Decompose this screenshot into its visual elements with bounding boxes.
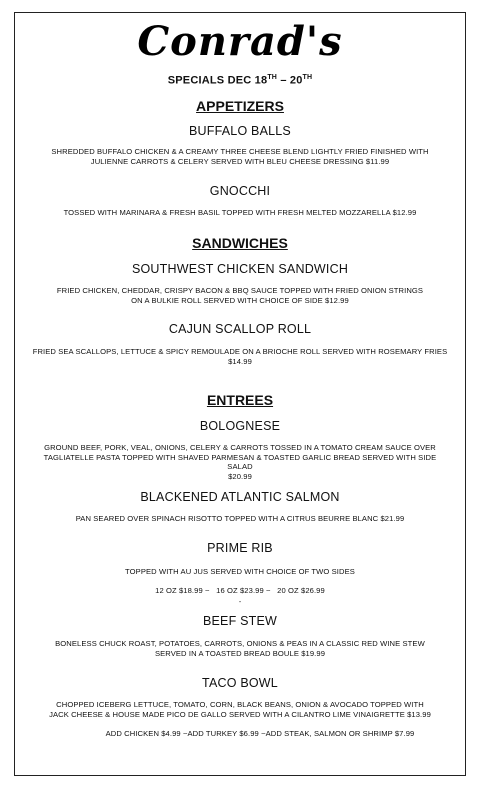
item-title-gnocchi: GNOCCHI xyxy=(209,184,271,198)
specials-middle: – 20 xyxy=(277,74,303,87)
item-desc-cajun-scallop xyxy=(30,347,450,366)
item-title-bolognese: BOLOGNESE xyxy=(199,419,281,433)
section-appetizers: APPETIZERS xyxy=(196,98,284,114)
desc-line: TAGLIATELLE PASTA TOPPED WITH SHAVED PARMESAN & TOASTED GARLIC BREAD SERVED WITH SIDE SALAD xyxy=(43,452,437,472)
item-desc-gnocchi xyxy=(30,208,450,218)
desc-line: FRIED SEA SCALLOPS, LETTUCE & SPICY REMOULADE ON A BRIOCHE ROLL SERVED WITH ROSEMARY FRIES xyxy=(32,347,448,356)
desc-line: CHOPPED ICEBERG LETTUCE, TOMATO, CORN, BLACK BEANS, ONION & AVOCADO TOPPED WITH xyxy=(56,700,424,709)
desc-line: JACK CHEESE & HOUSE MADE PICO DE GALLO SERVED WITH A CILANTRO LIME VINAIGRETTE $13.99 xyxy=(49,709,431,719)
section-entrees: ENTREES xyxy=(206,392,274,408)
desc-line: TOPPED WITH AU JUS SERVED WITH CHOICE OF TWO SIDES xyxy=(125,567,355,576)
desc-line: BONELESS CHUCK ROAST, POTATOES, CARROTS, ONIONS & PEAS IN A CLASSIC RED WINE STEW xyxy=(55,639,425,648)
specials-prefix: SPECIALS DEC 18 xyxy=(167,74,268,87)
divider-dash: - xyxy=(238,599,242,606)
desc-line: PAN SEARED OVER SPINACH RISOTTO TOPPED WITH A CITRUS BEURRE BLANC $21.99 xyxy=(75,514,405,523)
item-desc-bolognese xyxy=(30,443,450,481)
item-title-buffalo-balls: BUFFALO BALLS xyxy=(189,124,291,138)
item-title-blackened-salmon: BLACKENED ATLANTIC SALMON xyxy=(140,490,340,504)
desc-line: TOSSED WITH MARINARA & FRESH BASIL TOPPED WITH FRESH MELTED MOZZARELLA $12.99 xyxy=(63,208,417,217)
prime-rib-sizes: 12 OZ $18.99 ~ 16 OZ $23.99 ~ 20 OZ $26.99 xyxy=(155,586,325,595)
section-sandwiches: SANDWICHES xyxy=(192,235,288,251)
desc-line: SHREDDED BUFFALO CHICKEN & A CREAMY THREE CHEESE BLEND LIGHTLY FRIED FINISHED WITH xyxy=(51,147,429,156)
restaurant-logo: Conrad's xyxy=(137,18,343,65)
desc-line: FRIED CHICKEN, CHEDDAR, CRISPY BACON & BBQ SAUCE TOPPED WITH FRIED ONION STRINGS xyxy=(56,286,424,295)
item-desc-beef-stew xyxy=(30,639,450,658)
item-desc-blackened-salmon xyxy=(30,514,450,524)
item-desc-taco-bowl xyxy=(30,700,450,719)
desc-line: $20.99 xyxy=(228,471,252,481)
desc-line: GROUND BEEF, PORK, VEAL, ONIONS, CELERY & CARROTS TOSSED IN A TOMATO CREAM SAUCE OVER xyxy=(44,443,436,452)
item-title-cajun-scallop: CAJUN SCALLOP ROLL xyxy=(168,322,312,336)
item-desc-prime-rib xyxy=(30,567,450,577)
item-title-taco-bowl: TACO BOWL xyxy=(202,676,278,690)
item-title-southwest-chicken: SOUTHWEST CHICKEN SANDWICH xyxy=(131,262,349,276)
taco-bowl-add-ons: ADD CHICKEN $4.99 ~ADD TURKEY $6.99 ~ADD STEAK, SALMON OR SHRIMP $7.99 xyxy=(105,729,415,738)
item-title-prime-rib: PRIME RIB xyxy=(207,541,273,555)
specials-date xyxy=(0,74,480,87)
desc-line: JULIENNE CARROTS & CELERY SERVED WITH BLEU CHEESE DRESSING $11.99 xyxy=(90,156,390,166)
date-suffix-end: TH xyxy=(302,74,313,81)
desc-line: SERVED IN A TOASTED BREAD BOULE $19.99 xyxy=(154,648,326,658)
item-desc-southwest-chicken xyxy=(30,286,450,305)
item-desc-buffalo-balls xyxy=(30,147,450,166)
item-title-beef-stew: BEEF STEW xyxy=(202,614,278,628)
desc-line: $14.99 xyxy=(228,356,252,366)
date-suffix-start: TH xyxy=(267,74,278,81)
desc-line: ON A BULKIE ROLL SERVED WITH CHOICE OF SIDE $12.99 xyxy=(131,295,349,305)
